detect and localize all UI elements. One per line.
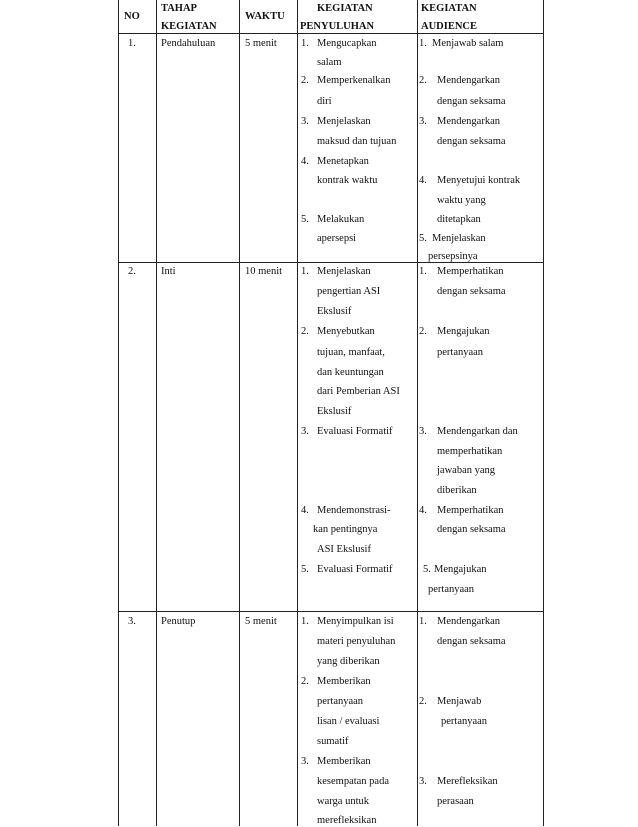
header-waktu: WAKTU bbox=[245, 11, 285, 22]
list-item-text: tujuan, manfaat, bbox=[317, 347, 385, 358]
list-item-text: pengertian ASI bbox=[317, 286, 381, 297]
list-item-text: pertanyaan bbox=[441, 716, 488, 727]
header-tahap-line1: TAHAP bbox=[161, 3, 197, 14]
list-number: 2. bbox=[301, 676, 309, 687]
list-item-text: perasaan bbox=[437, 796, 474, 807]
list-item-text: ditetapkan bbox=[437, 214, 481, 225]
list-number: 5. bbox=[301, 214, 309, 225]
list-item-text: Memberikan bbox=[317, 676, 371, 687]
col-divider-waktu bbox=[297, 0, 298, 826]
row-number: 1. bbox=[128, 38, 136, 49]
list-number: 1. bbox=[419, 616, 427, 627]
list-item-text: Memperkenalkan bbox=[317, 75, 391, 86]
list-number: 4. bbox=[419, 505, 427, 516]
list-item-text: Mengajukan bbox=[434, 564, 487, 575]
list-item-text: warga untuk bbox=[317, 796, 370, 807]
list-item-text: kontrak waktu bbox=[317, 175, 378, 186]
row-stage: Pendahuluan bbox=[161, 38, 216, 49]
list-item-text: Mengucapkan bbox=[317, 38, 377, 49]
list-item-text: Menetapkan bbox=[317, 156, 369, 167]
list-number: 2. bbox=[419, 696, 427, 707]
list-number: 1. bbox=[419, 266, 427, 277]
list-item-text: Menjelaskan bbox=[317, 266, 371, 277]
col-divider-tahap bbox=[239, 0, 240, 826]
list-item-text: yang diberikan bbox=[317, 656, 380, 667]
row-2-border bbox=[119, 611, 543, 612]
list-item-text: Evaluasi Formatif bbox=[317, 426, 393, 437]
list-number: 4. bbox=[301, 505, 309, 516]
list-item-text: Melakukan bbox=[317, 214, 365, 225]
list-item-text: kesempatan pada bbox=[317, 776, 390, 787]
list-item-text: Evaluasi Formatif bbox=[317, 564, 393, 575]
list-item-text: Menyimpulkan isi bbox=[317, 616, 394, 627]
list-item-text: Menjelaskan bbox=[317, 116, 371, 127]
header-penyuluhan-line1: KEGIATAN bbox=[317, 3, 373, 14]
list-item-text: Mendengarkan bbox=[437, 616, 500, 627]
list-item-text: dari Pemberian ASI bbox=[317, 386, 400, 397]
list-item-text: dengan seksama bbox=[437, 136, 506, 147]
header-audience-line2: AUDIENCE bbox=[421, 21, 478, 32]
list-number: 2. bbox=[419, 75, 427, 86]
list-item-text: memperhatikan bbox=[437, 446, 503, 457]
header-tahap-line2: KEGIATAN bbox=[161, 21, 217, 32]
list-number: 1. bbox=[301, 616, 309, 627]
list-item-text: Mendengarkan dan bbox=[437, 426, 518, 437]
header-penyuluhan-line2: PENYULUHAN bbox=[300, 21, 375, 32]
list-item-text: diri bbox=[317, 96, 332, 107]
list-item-text: diberikan bbox=[437, 485, 477, 496]
list-item-text: Memperhatikan bbox=[437, 266, 504, 277]
row-1-border bbox=[119, 262, 543, 263]
list-item-text: Menjawab bbox=[437, 696, 482, 707]
list-item-text: maksud dan tujuan bbox=[317, 136, 397, 147]
list-number: 3. bbox=[301, 756, 309, 767]
list-number: 2. bbox=[301, 326, 309, 337]
list-item-text: Ekslusif bbox=[317, 306, 352, 317]
row-stage: Inti bbox=[161, 266, 176, 277]
list-item-text: dengan seksama bbox=[437, 286, 506, 297]
list-number: 1. bbox=[419, 38, 427, 49]
row-duration: 5 menit bbox=[245, 38, 277, 49]
list-item-text: merefleksikan bbox=[317, 815, 377, 826]
list-item-text: materi penyuluhan bbox=[317, 636, 396, 647]
list-number: 2. bbox=[419, 326, 427, 337]
header-audience-line1: KEGIATAN bbox=[421, 3, 477, 14]
list-item-text: Mendemonstrasi- bbox=[317, 505, 391, 516]
list-item-text: apersepsi bbox=[317, 233, 357, 244]
list-item-text: Merefleksikan bbox=[437, 776, 498, 787]
row-duration: 10 menit bbox=[245, 266, 283, 277]
list-number: 1. bbox=[301, 266, 309, 277]
list-item-text: salam bbox=[317, 57, 342, 68]
list-item-text: Menjelaskan bbox=[432, 233, 486, 244]
list-item-text: Menyetujui kontrak bbox=[437, 175, 521, 186]
list-item-text: pertanyaan bbox=[428, 584, 475, 595]
list-item-text: dengan seksama bbox=[437, 636, 506, 647]
list-item-text: Memberikan bbox=[317, 756, 371, 767]
list-number: 2. bbox=[301, 75, 309, 86]
list-item-text: Ekslusif bbox=[317, 406, 352, 417]
header-row-border bbox=[119, 33, 543, 34]
list-number: 5. bbox=[423, 564, 431, 575]
list-item-text: pertanyaan bbox=[317, 696, 364, 707]
col-divider-no bbox=[156, 0, 157, 826]
list-item-text: dengan seksama bbox=[437, 524, 506, 535]
row-stage: Penutup bbox=[161, 616, 196, 627]
list-item-text: Menjawab salam bbox=[432, 38, 504, 49]
header-no: NO bbox=[124, 11, 140, 22]
list-item-text: Menyebutkan bbox=[317, 326, 375, 337]
list-number: 5. bbox=[301, 564, 309, 575]
list-item-text: kan pentingnya bbox=[313, 524, 378, 535]
list-item-text: sumatif bbox=[317, 736, 349, 747]
list-item-text: waktu yang bbox=[437, 195, 486, 206]
list-item-text: pertanyaan bbox=[437, 347, 484, 358]
list-number: 3. bbox=[301, 426, 309, 437]
list-item-text: Mengajukan bbox=[437, 326, 490, 337]
list-item-text: persepsinya bbox=[428, 251, 478, 262]
list-item-text: Mendengarkan bbox=[437, 75, 500, 86]
list-item-text: Mendengarkan bbox=[437, 116, 500, 127]
list-item-text: dan keuntungan bbox=[317, 367, 384, 378]
row-number: 3. bbox=[128, 616, 136, 627]
list-item-text: ASI Ekslusif bbox=[317, 544, 371, 555]
list-number: 3. bbox=[419, 116, 427, 127]
row-number: 2. bbox=[128, 266, 136, 277]
col-divider-penyuluhan bbox=[417, 0, 418, 826]
list-number: 3. bbox=[301, 116, 309, 127]
list-item-text: Memperhatikan bbox=[437, 505, 504, 516]
list-number: 5. bbox=[419, 233, 427, 244]
list-number: 1. bbox=[301, 38, 309, 49]
list-number: 3. bbox=[419, 426, 427, 437]
list-item-text: dengan seksama bbox=[437, 96, 506, 107]
list-number: 3. bbox=[419, 776, 427, 787]
list-number: 4. bbox=[301, 156, 309, 167]
list-item-text: lisan / evaluasi bbox=[317, 716, 380, 727]
row-duration: 5 menit bbox=[245, 616, 277, 627]
list-item-text: jawaban yang bbox=[437, 465, 496, 476]
list-number: 4. bbox=[419, 175, 427, 186]
